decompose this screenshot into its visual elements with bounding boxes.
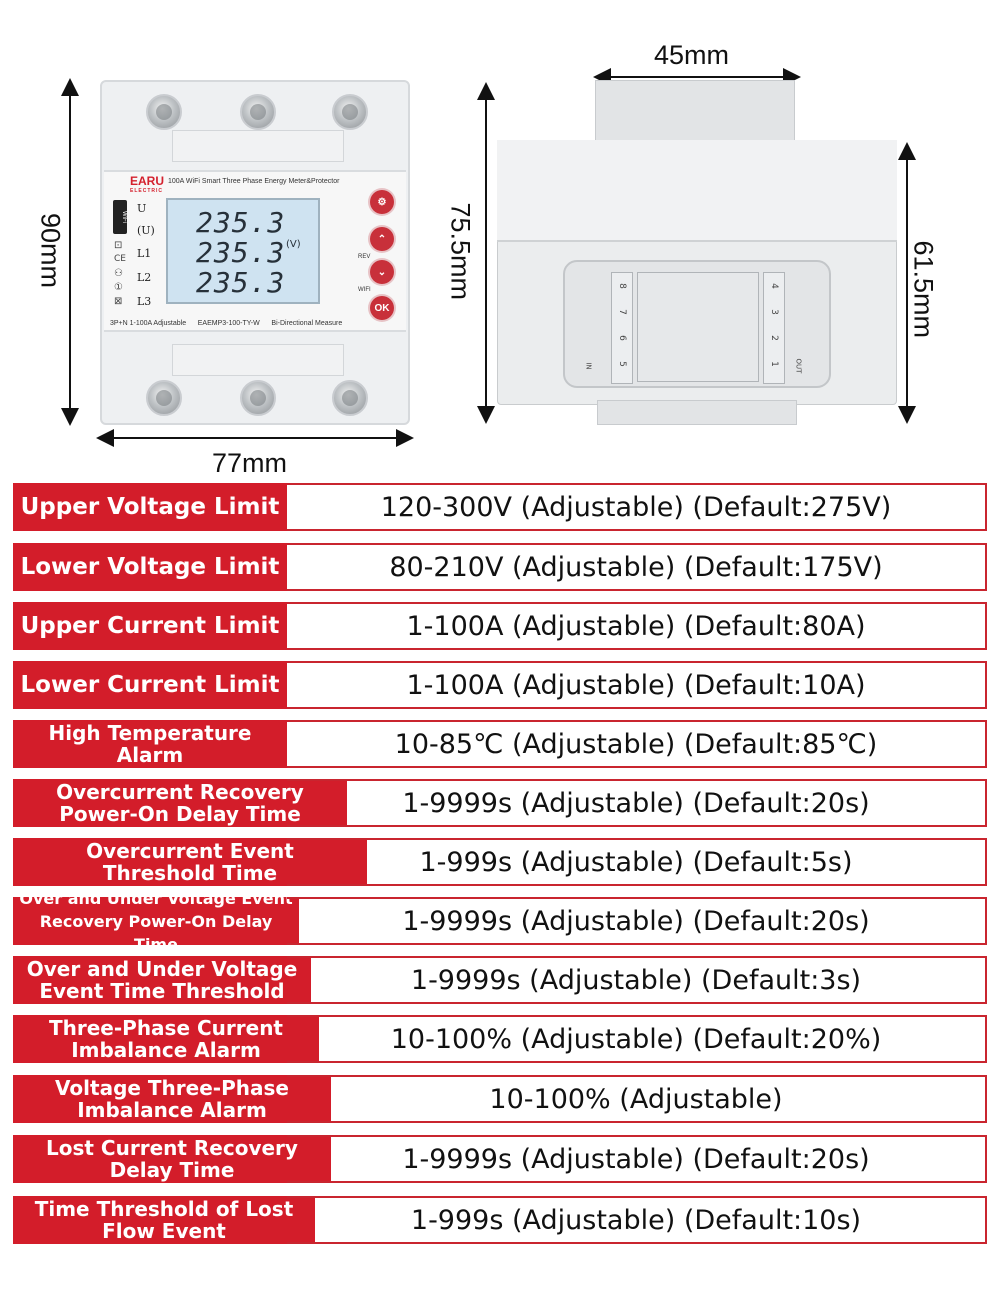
- spec-value: 1-100A (Adjustable) (Default:80A): [287, 602, 987, 650]
- screw-icon: [146, 94, 182, 130]
- table-row: [13, 1135, 987, 1183]
- rail-height-label: 61.5mm: [908, 240, 939, 339]
- module-width-line: [597, 76, 797, 78]
- spec-label: Lost Current Recovery Delay Time: [13, 1135, 331, 1183]
- spec-value: 1-9999s (Adjustable) (Default:3s): [287, 956, 987, 1004]
- spec-value: 1-9999s (Adjustable) (Default:20s): [287, 897, 987, 945]
- table-row: [13, 956, 987, 1004]
- reading-value: 235.3: [196, 236, 286, 269]
- table-row: [13, 838, 987, 886]
- terminal-center-panel: [637, 272, 759, 382]
- spec-value: 80-210V (Adjustable) (Default:175V): [287, 543, 987, 591]
- brand-logo: EARU ELECTRIC: [130, 174, 165, 194]
- depth-arrow-bottom: [477, 406, 495, 424]
- reading-value: 235.3: [196, 266, 286, 299]
- channel-label: L3: [137, 295, 152, 308]
- table-row: [13, 888, 987, 954]
- width-arrow-right: [396, 429, 414, 447]
- terminal-number: 5: [617, 361, 627, 367]
- spec-label: Over and Under Voltage Event Time Threshold: [13, 956, 311, 1004]
- width-dimension-label: 77mm: [212, 448, 288, 478]
- gear-icon: ⚙: [377, 196, 387, 208]
- manual-icon: ⊡: [114, 240, 123, 251]
- terminal-block: [563, 260, 831, 388]
- rail-arrow-bottom: [898, 406, 916, 424]
- spec-value: 1-999s (Adjustable) (Default:10s): [287, 1196, 987, 1244]
- din-rail-clip: [597, 400, 797, 425]
- spec-value: 10-100% (Adjustable): [287, 1075, 987, 1123]
- spec-label: Three-Phase Current Imbalance Alarm: [13, 1015, 319, 1063]
- spec-value: 1-100A (Adjustable) (Default:10A): [287, 661, 987, 709]
- top-frame: [172, 130, 344, 162]
- terminal-column-left: [611, 272, 633, 384]
- table-row: [13, 483, 987, 531]
- spec-value: 1-9999s (Adjustable) (Default:20s): [287, 779, 987, 827]
- terminal-number: 3: [769, 309, 779, 315]
- table-row: [13, 661, 987, 709]
- height-dimension-line: [69, 82, 71, 422]
- spec-label: Time Threshold of Lost Flow Event: [13, 1196, 315, 1244]
- terminal-in-label: IN: [584, 362, 593, 370]
- spec-value: 10-85℃ (Adjustable) (Default:85℃): [287, 720, 987, 768]
- up-button[interactable]: [370, 227, 394, 251]
- spec-label: Voltage Three-Phase Imbalance Alarm: [13, 1075, 331, 1123]
- terminal-number: 2: [769, 335, 779, 341]
- channel-label: U: [137, 202, 147, 215]
- screw-icon: [240, 94, 276, 130]
- width-dimension-line: [100, 437, 410, 439]
- depth-dimension-line: [485, 86, 487, 420]
- table-row: [13, 1015, 987, 1063]
- spec-label: Upper Current Limit: [13, 602, 287, 650]
- terminal-number: 8: [617, 283, 627, 289]
- ok-button[interactable]: OK: [370, 296, 394, 320]
- unit-label: (V): [286, 239, 301, 250]
- spec-value: 1-999s (Adjustable) (Default:5s): [287, 838, 987, 886]
- terminal-number: 7: [617, 309, 627, 315]
- recycle-bin-icon: ⊠: [114, 296, 123, 307]
- table-row: [13, 602, 987, 650]
- table-row: [13, 720, 987, 768]
- bottom-info: 3P+N 1-100A Adjustable EAEMP3-100-TY-W Bi-Directional Measure: [110, 320, 343, 327]
- height-arrow-bottom: [61, 408, 79, 426]
- front-meter-view: [100, 80, 410, 425]
- terminal-out-label: OUT: [794, 358, 803, 374]
- settings-button[interactable]: [370, 190, 394, 214]
- lcd-display: [166, 198, 320, 304]
- front-panel: [104, 170, 406, 332]
- terminal-column-right: [763, 272, 785, 384]
- rev-label: REV: [358, 254, 371, 260]
- spec-label: Overcurrent Event Threshold Time: [13, 838, 367, 886]
- height-arrow-top: [61, 78, 79, 96]
- table-row: [13, 543, 987, 591]
- screw-icon: [240, 380, 276, 416]
- bottom-frame: [172, 344, 344, 376]
- channel-label: (U): [137, 224, 155, 237]
- table-row: [13, 1075, 987, 1123]
- chevron-up-icon: ⌃: [377, 233, 387, 245]
- table-row: [13, 779, 987, 827]
- spec-label: Lower Voltage Limit: [13, 543, 287, 591]
- wifi-label: WIFI: [358, 287, 371, 293]
- module-width-label: 45mm: [654, 40, 730, 70]
- rail-arrow-top: [898, 142, 916, 160]
- down-button[interactable]: [370, 260, 394, 284]
- depth-arrow-top: [477, 82, 495, 100]
- height-dimension-label: 90mm: [35, 212, 66, 288]
- wifi-badge: WiFi: [113, 200, 127, 234]
- network-icon: ⚇: [114, 268, 123, 279]
- chevron-down-icon: ⌄: [377, 266, 387, 278]
- channel-label: L1: [137, 247, 152, 260]
- screw-icon: [332, 94, 368, 130]
- side-meter-view: [497, 80, 897, 425]
- terminal-number: 4: [769, 283, 779, 289]
- terminal-number: 6: [617, 335, 627, 341]
- channel-label: L2: [137, 271, 152, 284]
- table-row: [13, 1196, 987, 1244]
- spec-value: 120-300V (Adjustable) (Default:275V): [287, 483, 987, 531]
- screw-icon: [146, 380, 182, 416]
- spec-label: Overcurrent Recovery Power-On Delay Time: [13, 779, 347, 827]
- spec-label: Upper Voltage Limit: [13, 483, 287, 531]
- side-lid: [497, 140, 897, 242]
- spec-value: 10-100% (Adjustable) (Default:20%): [287, 1015, 987, 1063]
- spec-label: Over and Under Voltage Event Recovery Power-On Delay Time: [13, 897, 299, 945]
- power-icon: ①: [114, 282, 123, 293]
- model-title: 100A WiFi Smart Three Phase Energy Meter&Protector: [168, 178, 340, 185]
- spec-label: High Temperature Alarm: [13, 720, 287, 768]
- ce-mark-icon: CE: [114, 254, 126, 264]
- spec-value: 1-9999s (Adjustable) (Default:20s): [287, 1135, 987, 1183]
- screw-icon: [332, 380, 368, 416]
- spec-label: Lower Current Limit: [13, 661, 287, 709]
- reading-value: 235.3: [196, 206, 286, 239]
- depth-dimension-label: 75.5mm: [445, 202, 476, 301]
- width-arrow-left: [96, 429, 114, 447]
- terminal-number: 1: [769, 361, 779, 367]
